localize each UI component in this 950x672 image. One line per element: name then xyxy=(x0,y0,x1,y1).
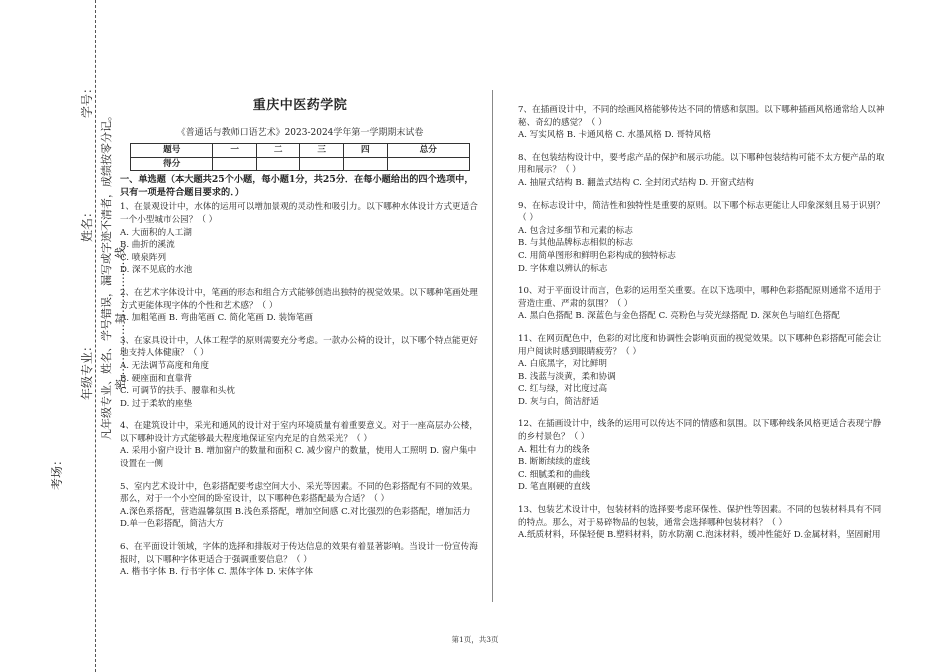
instruction-text: 凡年级专业、姓名、学号错误，漏写或字迹不清者，成绩按零分记。 xyxy=(100,110,113,440)
score-table-header-row xyxy=(131,144,470,158)
exam-title: 《普通话与教师口语艺术》2023-2024学年第一学期期末试卷 xyxy=(176,127,424,138)
question-option: A. 黑白色搭配 B. 深蓝色与金色搭配 C. 亮粉色与荧光绿搭配 D. 深灰色与暗红色搭配 xyxy=(518,311,840,322)
score-table xyxy=(130,143,470,171)
score-cell xyxy=(213,157,257,171)
score-cell: 得分 xyxy=(131,157,213,171)
question-stem: 11、在网页配色中，色彩的对比度和协调性会影响页面的视觉效果。以下哪种色彩搭配可能会让用户阅读时感到眼睛疲劳？（ ） xyxy=(518,333,882,357)
right-question-list xyxy=(518,104,888,542)
question-item xyxy=(120,420,480,470)
seal-line-text: 密……………封……………线 xyxy=(114,247,127,390)
right-column xyxy=(518,104,888,552)
question-stem: 12、在插画设计中，线条的运用可以传达不同的情感和氛围。以下哪种线条风格更适合表现宁静的乡村景色？（ ） xyxy=(518,419,882,443)
question-option: C. 喷泉阵列 xyxy=(120,252,167,263)
score-cell xyxy=(256,157,300,171)
question-option: A. 楷书字体 B. 行书字体 C. 黑体字体 D. 宋体字体 xyxy=(120,567,313,578)
left-column xyxy=(120,100,480,589)
question-option: A. 写实风格 B. 卡通风格 C. 水墨风格 D. 哥特风格 xyxy=(518,130,711,141)
question-item xyxy=(518,504,888,542)
question-item xyxy=(518,152,888,190)
question-item xyxy=(120,201,480,277)
question-option: A. 白底黑字，对比鲜明 xyxy=(518,359,608,370)
score-table-score-row xyxy=(131,157,470,171)
question-option: D. 深不见底的水池 xyxy=(120,265,193,276)
question-option: A.纸质材料，环保轻便 B.塑料材料，防水防潮 C.泡沫材料，缓冲性能好 D.金属材料，坚固耐用 xyxy=(518,530,881,541)
school-title: 重庆中医药学院 xyxy=(252,98,348,113)
question-item xyxy=(120,481,480,531)
major-grade-label: 年级专业： xyxy=(80,339,94,400)
question-option: D. 字体难以辨认的标志 xyxy=(518,263,608,274)
score-cell xyxy=(300,157,344,171)
question-option: B. 浅蓝与淡黄，柔和协调 xyxy=(518,371,616,382)
question-item xyxy=(120,541,480,579)
question-option: A. 无法调节高度和角度 xyxy=(120,360,210,371)
score-cell: 题号 xyxy=(131,144,213,158)
question-option: A. 大面积的人工湖 xyxy=(120,227,192,238)
score-cell: 二 xyxy=(256,144,300,158)
question-item xyxy=(518,200,888,276)
question-item xyxy=(518,104,888,142)
question-option: A.深色系搭配，营造温馨氛围 B.浅色系搭配，增加空间感 C.对比强烈的色彩搭配，增加活力 D.单一色彩搭配，简洁大方 xyxy=(120,506,471,530)
question-stem: 3、在家具设计中，人体工程学的原则需要充分考虑。一款办公椅的设计，以下哪个特点能更好地支持人体健康？（ ） xyxy=(120,335,478,359)
question-item xyxy=(518,333,888,409)
question-item xyxy=(120,335,480,411)
score-cell xyxy=(387,157,470,171)
question-option: D. 过于柔软的座垫 xyxy=(120,398,193,409)
question-stem: 6、在平面设计领域，字体的选择和排版对于传达信息的效果有着显著影响。当设计一份宣传海报时，以下哪种字体更适合于强调重要信息？（ ） xyxy=(120,542,478,565)
question-stem: 10、对于平面设计而言，色彩的运用至关重要。在以下选项中，哪种色彩搭配原则通常不适用于营造庄重、严肃的氛围？（ ） xyxy=(518,286,882,309)
question-item xyxy=(518,418,888,494)
score-cell xyxy=(343,157,387,171)
question-stem: 13、包装艺术设计中，包装材料的选择要考虑环保性、保护性等因素。不同的包装材料具有不同的特点。那么，对于易碎物品的包装，通常会选择哪种包装材料？（ ） xyxy=(518,505,882,528)
question-option: B. 曲折的溪流 xyxy=(120,240,175,251)
page-footer: 第1页，共3页 xyxy=(451,635,499,644)
question-option: A. 采用小窗户设计 B. 增加窗户的数量和面积 C. 减少窗户的数量，使用人工照明 D. 窗户集中设置在一侧 xyxy=(120,446,477,470)
question-stem: 4、在建筑设计中，采光和通风的设计对于室内环境质量有着重要意义。对于一座高层办公楼，以下哪种设计方式能够最大程度地保证室内充足的自然采光？（ ） xyxy=(120,421,478,444)
left-question-list xyxy=(120,201,480,578)
binding-margin xyxy=(0,0,127,672)
question-option: A. 粗壮有力的线条 xyxy=(518,444,590,455)
question-option: D. 灰与白，简洁舒适 xyxy=(518,396,599,407)
name-label: 姓名： xyxy=(80,205,94,242)
exam-site-label: 考场： xyxy=(50,453,64,490)
question-option: A. 包含过多细节和元素的标志 xyxy=(518,225,633,236)
question-stem: 5、室内艺术设计中，色彩搭配要考虑空间大小、采光等因素。不同的色彩搭配有不同的效果。那么，对于一个小空间的卧室设计，以下哪种色彩搭配最为合适？（ ） xyxy=(120,481,478,505)
column-divider xyxy=(492,90,493,602)
question-option: B. 与其他品牌标志相似的标志 xyxy=(518,238,633,249)
question-option: A. 抽屉式结构 B. 翻盖式结构 C. 全封闭式结构 D. 开窗式结构 xyxy=(518,177,754,188)
question-option: C. 细腻柔和的曲线 xyxy=(518,469,590,480)
question-stem: 1、在景观设计中，水体的运用可以增加景观的灵动性和吸引力。以下哪种水体设计方式更适合一个小型城市公园？（ ） xyxy=(120,202,478,225)
student-id-label: 学号： xyxy=(80,81,94,118)
question-stem: 9、在标志设计中，简洁性和独特性是重要的原则。以下哪个标志更能让人印象深刻且易于识别？（ ） xyxy=(518,200,885,224)
score-cell: 四 xyxy=(343,144,387,158)
question-option: C. 用简单图形和鲜明色彩构成的独特标志 xyxy=(518,250,676,261)
section-heading: 一、单选题（本大题共25个小题，每小题1分，共25分．在每小题给出的四个选项中，只有一项是符合题目要求的．） xyxy=(120,174,474,199)
question-stem: 2、在艺术字体设计中，笔画的形态和组合方式能够创造出独特的视觉效果。以下哪种笔画处理方式更能体现字体的个性和艺术感？（ ） xyxy=(120,287,478,311)
question-option: A. 加粗笔画 B. 弯曲笔画 C. 简化笔画 D. 装饰笔画 xyxy=(120,313,313,324)
score-cell: 三 xyxy=(300,144,344,158)
score-cell: 总分 xyxy=(387,144,470,158)
question-stem: 8、在包装结构设计中，要考虑产品的保护和展示功能。以下哪种包装结构可能不太方便产品的取用和展示？（ ） xyxy=(518,152,885,176)
question-option: B. 断断续续的虚线 xyxy=(518,457,590,468)
question-option: C. 红与绿，对比度过高 xyxy=(518,384,608,395)
score-cell: 一 xyxy=(213,144,257,158)
question-option: C. 可调节的扶手、腰靠和头枕 xyxy=(120,386,235,397)
question-option: B. 硬座面和直靠背 xyxy=(120,373,192,384)
question-option: D. 笔直刚硬的直线 xyxy=(518,482,591,493)
question-item xyxy=(120,287,480,325)
question-stem: 7、在插画设计中，不同的绘画风格能够传达不同的情感和氛围。以下哪种插画风格通常给人以神秘、奇幻的感觉？（ ） xyxy=(518,105,885,128)
question-item xyxy=(518,285,888,323)
cut-line xyxy=(95,0,96,672)
